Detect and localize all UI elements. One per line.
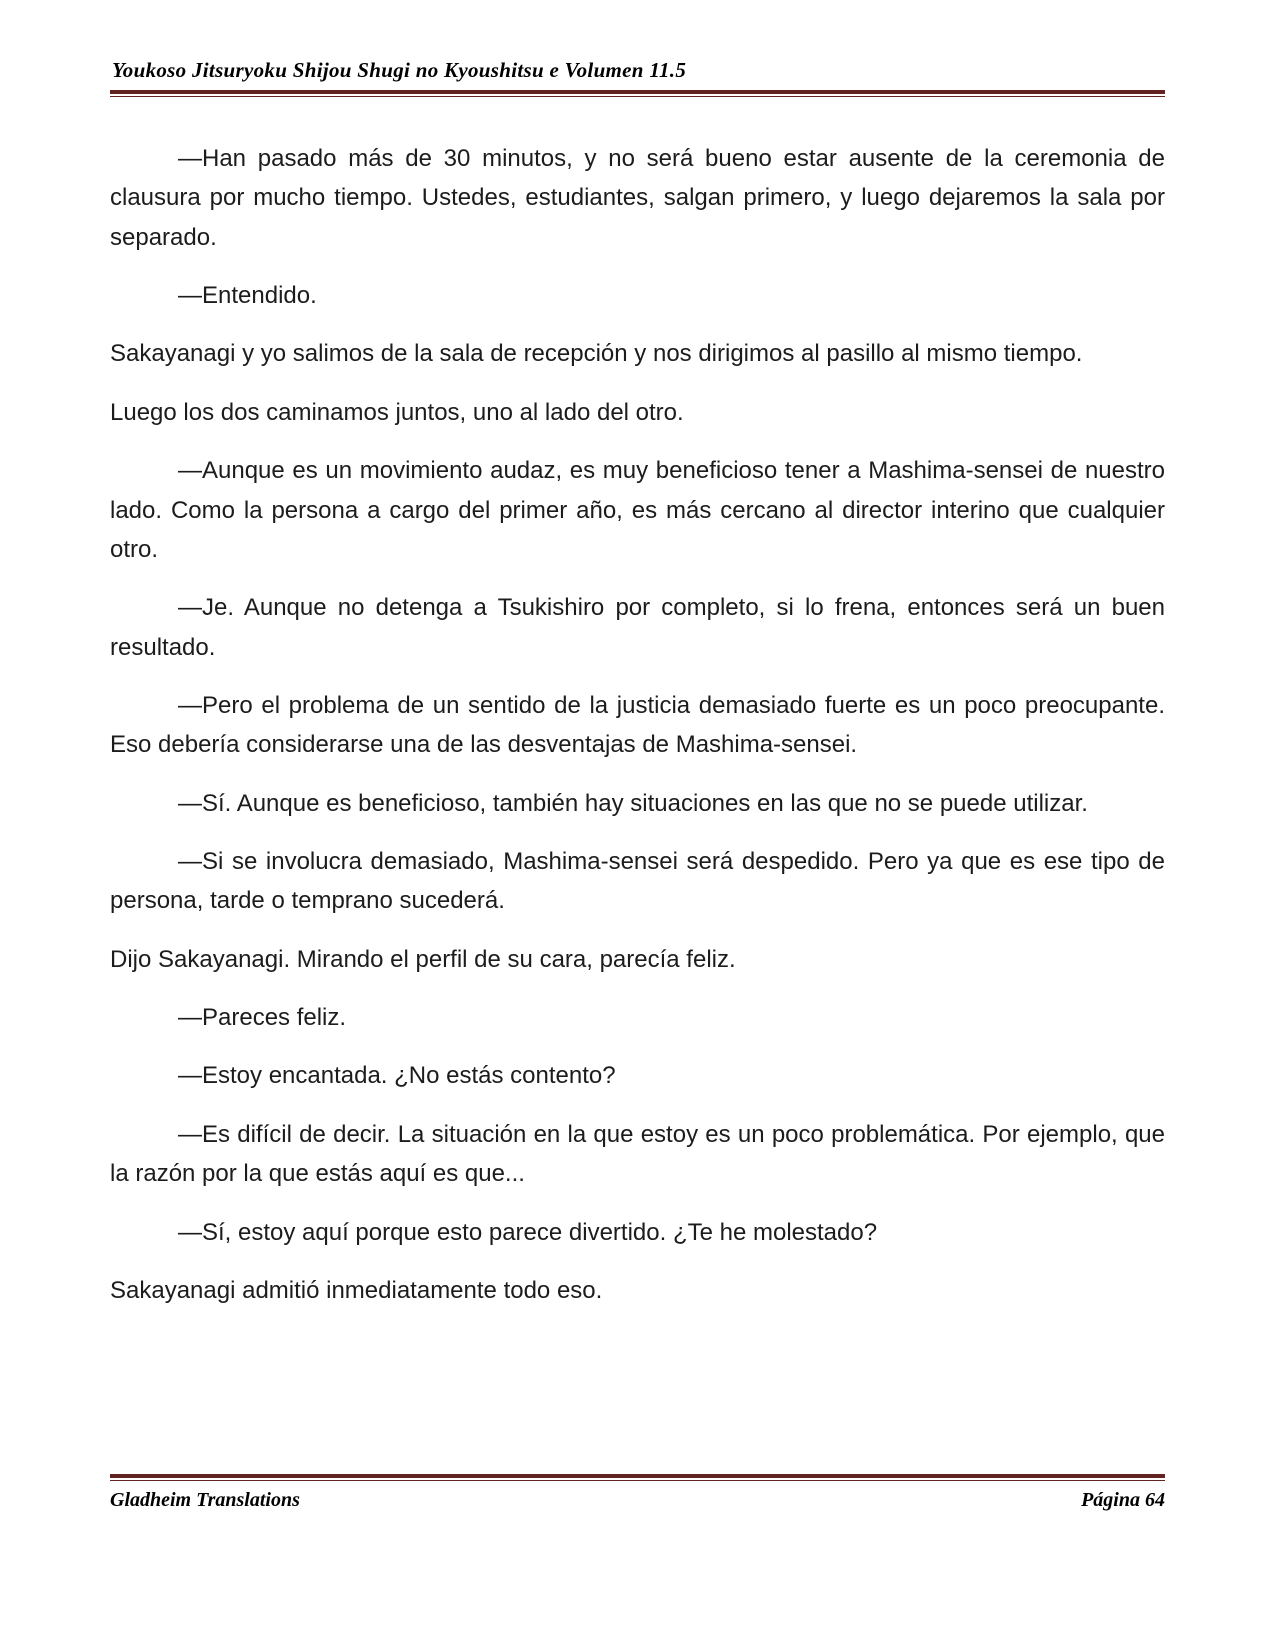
- paragraph: —Estoy encantada. ¿No estás contento?: [178, 1062, 616, 1090]
- paragraph: —Je. Aunque no detenga a Tsukishiro por completo, si lo frena, entonces será un buen resultado.: [110, 594, 1165, 661]
- body-paragraphs: [110, 139, 1165, 1329]
- paragraph: Sakayanagi admitió inmediatamente todo eso.: [110, 1276, 603, 1304]
- footer-page-number: Página 64: [1081, 1489, 1165, 1511]
- paragraph: —Han pasado más de 30 minutos, y no será bueno estar ausente de la ceremonia de clausura por mucho tiempo. Ustedes, estudiantes, salgan primero, y luego dejaremos la sala por separado.: [110, 145, 1165, 251]
- paragraph: Luego los dos caminamos juntos, uno al lado del otro.: [110, 398, 684, 426]
- paragraph: —Pareces feliz.: [178, 1004, 347, 1032]
- paragraph: —Aunque es un movimiento audaz, es muy beneficioso tener a Mashima-sensei de nuestro lado. Como la persona a cargo del primer año, es más cercano al director interino que cualquier otro.: [110, 457, 1165, 563]
- paragraph: —Entendido.: [178, 282, 317, 310]
- page-header: [110, 58, 1165, 97]
- paragraph: —Sí, estoy aquí porque esto parece divertido. ¿Te he molestado?: [178, 1218, 878, 1246]
- paragraph: Dijo Sakayanagi. Mirando el perfil de su cara, parecía feliz.: [110, 945, 736, 973]
- footer-rule: [110, 1474, 1165, 1481]
- paragraph: —Sí. Aunque es beneficioso, también hay situaciones en las que no se puede utilizar.: [178, 789, 1088, 817]
- header-rule: [110, 90, 1165, 97]
- paragraph: —Es difícil de decir. La situación en la que estoy es un poco problemática. Por ejemplo, que la razón por la que estás aquí es que...: [110, 1120, 1165, 1188]
- paragraph: —Si se involucra demasiado, Mashima-sensei será despedido. Pero ya que es ese tipo de persona, tarde o temprano sucederá.: [110, 848, 1165, 915]
- page-footer: [110, 1467, 1165, 1650]
- paragraph: —Pero el problema de un sentido de la justicia demasiado fuerte es un poco preocupante. Eso debería considerarse una de las desventajas de Mashima-sensei.: [110, 691, 1165, 759]
- header-title: Youkoso Jitsuryoku Shijou Shugi no Kyoushitsu e Volumen 11.5: [112, 58, 687, 82]
- footer-translator: Gladheim Translations: [110, 1489, 300, 1511]
- paragraph: Sakayanagi y yo salimos de la sala de recepción y nos dirigimos al pasillo al mismo tiempo.: [110, 340, 1083, 368]
- footer-row: [110, 1489, 1165, 1512]
